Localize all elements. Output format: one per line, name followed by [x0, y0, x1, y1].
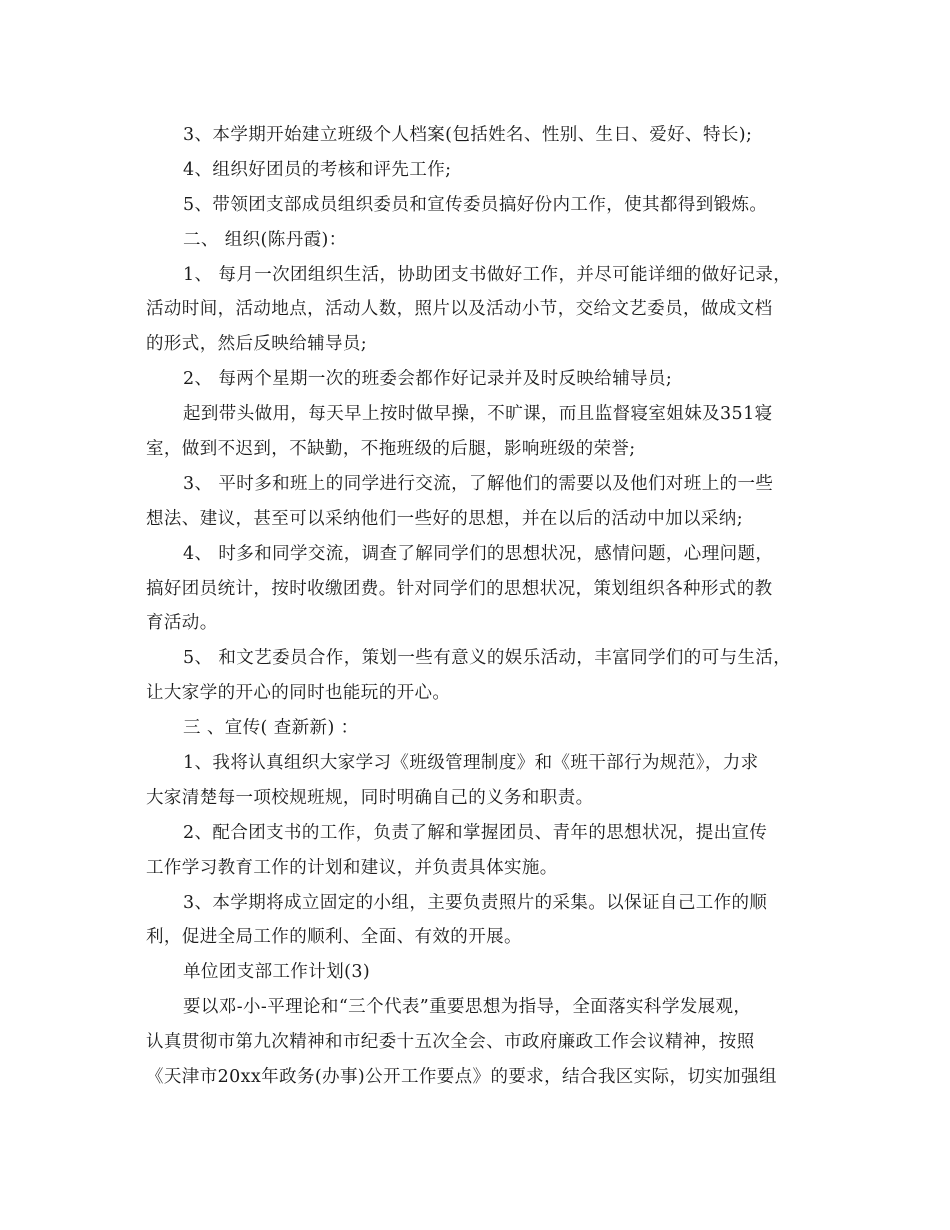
text-line: 想法、建议，甚至可以采纳他们一些好的思想，并在以后的活动中加以采纳; — [146, 508, 743, 529]
text-line: 要以邓-小-平理论和“三个代表”重要思想为指导，全面落实科学发展观， — [183, 997, 752, 1018]
text-line: 2、 每两个星期一次的班委会都作好记录并及时反映给辅导员; — [183, 369, 673, 390]
section-heading-publicity: 三 、宣传( 查新新) ： — [183, 718, 359, 739]
text-line: 3、 平时多和班上的同学进行交流，了解他们的需要以及他们对班上的一些 — [183, 473, 774, 494]
section-heading-organization: 二、 组织(陈丹霞)： — [183, 229, 347, 250]
text-line: 让大家学的开心的同时也能玩的开心。 — [146, 683, 451, 704]
text-line: 《天津市20xx年政务(办事)公开工作要点》的要求，结合我区实际，切实加强组 — [146, 1067, 777, 1088]
document-body — [146, 118, 816, 1095]
text-line: 室，做到不迟到，不缺勤，不拖班级的后腿，影响班级的荣誉; — [146, 439, 636, 460]
text-line: 4、 时多和同学交流，调查了解同学们的思想状况，感情问题，心理问题， — [183, 543, 774, 564]
text-line: 3、本学期开始建立班级个人档案(包括姓名、性别、生日、爱好、特长); — [183, 125, 753, 145]
section-title-plan-3: 单位团支部工作计划(3) — [183, 962, 371, 983]
text-line: 的形式，然后反映给辅导员; — [146, 334, 368, 355]
text-line: 5、带领团支部成员组织委员和宣传委员搞好份内工作，使其都得到锻炼。 — [183, 194, 768, 215]
text-line: 搞好团员统计，按时收缴团费。针对同学们的思想状况，策划组织各种形式的教 — [146, 578, 773, 599]
text-line: 5、 和文艺委员合作，策划一些有意义的娱乐活动，丰富同学们的可与生活， — [183, 648, 792, 669]
text-line: 活动时间，活动地点，活动人数，照片以及活动小节，交给文艺委员，做成文档 — [146, 299, 773, 320]
text-line: 2、配合团支书的工作，负责了解和掌握团员、青年的思想状况，提出宣传 — [183, 822, 768, 843]
text-line: 1、我将认真组织大家学习《班级管理制度》和《班干部行为规范》，力求 — [183, 753, 759, 774]
text-line: 1、 每月一次团组织生活，协助团支书做好工作，并尽可能详细的做好记录， — [183, 264, 792, 285]
text-line: 3、本学期将成立固定的小组，主要负责照片的采集。以保证自己工作的顺 — [183, 892, 768, 913]
text-line: 工作学习教育工作的计划和建议，并负责具体实施。 — [146, 857, 558, 878]
text-line: 大家清楚每一项校规班规，同时明确自己的义务和职责。 — [146, 787, 594, 808]
text-line: 起到带头做用，每天早上按时做早操，不旷课，而且监督寝室姐妹及351寝 — [183, 404, 773, 425]
text-line: 认真贯彻市第九次精神和市纪委十五次全会、市政府廉政工作会议精神，按照 — [146, 1032, 755, 1053]
text-line: 利，促进全局工作的顺利、全面、有效的开展。 — [146, 927, 522, 948]
text-line: 4、组织好团员的考核和评先工作; — [183, 159, 452, 180]
text-line: 育活动。 — [146, 613, 218, 634]
